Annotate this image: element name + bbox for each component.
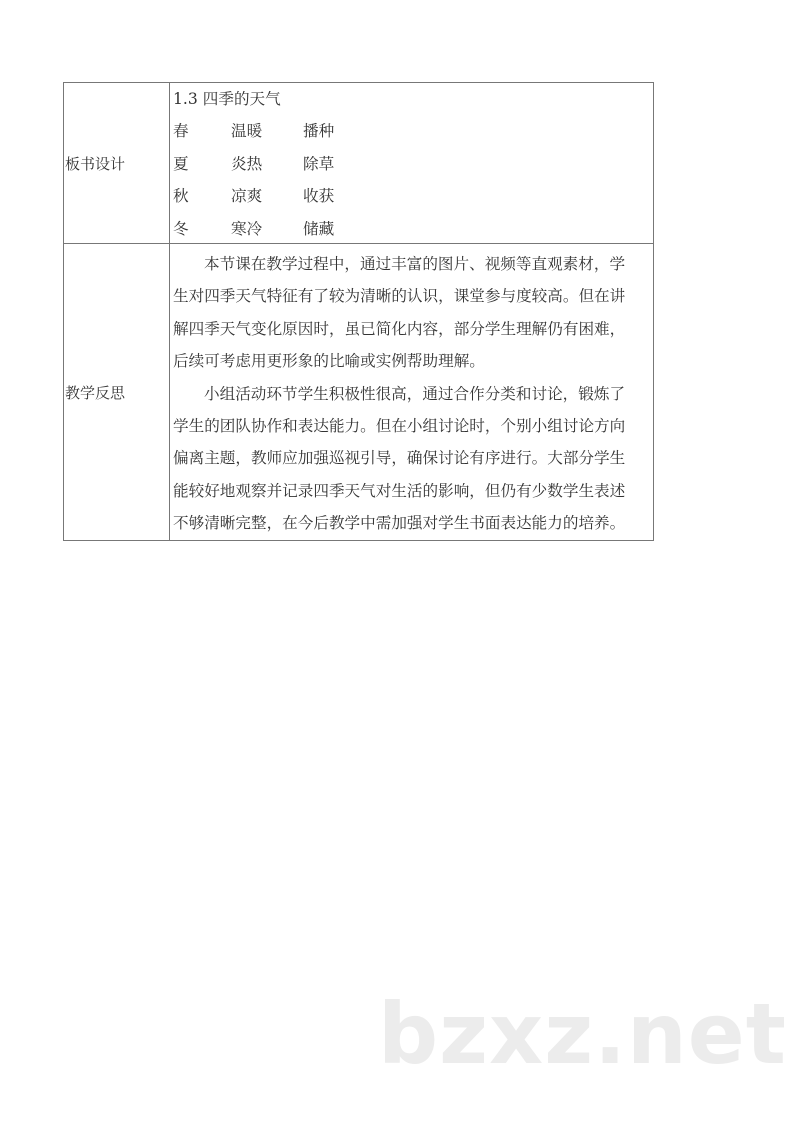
reflection-line: 小组活动环节学生积极性很高，通过合作分类和讨论，锻炼了 bbox=[204, 384, 626, 403]
activity: 除草 bbox=[303, 154, 335, 173]
weather: 凉爽 bbox=[231, 187, 263, 206]
reflection-line: 不够清晰完整，在今后教学中需加强对学生书面表达能力的培养。 bbox=[173, 514, 626, 533]
reflection-label: 教学反思 bbox=[64, 244, 170, 540]
watermark: bzxz.net bbox=[378, 985, 787, 1083]
season: 冬 bbox=[173, 219, 189, 238]
activity: 储藏 bbox=[303, 219, 335, 238]
activity: 收获 bbox=[303, 187, 335, 206]
reflection-line: 偏离主题，教师应加强巡视引导，确保讨论有序进行。大部分学生 bbox=[173, 449, 626, 468]
activity: 播种 bbox=[303, 122, 335, 141]
board-design-content bbox=[170, 83, 653, 243]
season: 春 bbox=[173, 122, 189, 141]
reflection-line: 本节课在教学过程中，通过丰富的图片、视频等直观素材，学 bbox=[204, 255, 626, 273]
board-design-label: 板书设计 bbox=[64, 83, 170, 243]
board-row bbox=[173, 148, 653, 180]
reflection-content bbox=[170, 244, 653, 540]
board-row bbox=[173, 180, 653, 212]
season: 秋 bbox=[173, 187, 189, 206]
weather: 炎热 bbox=[231, 154, 263, 173]
reflection-line: 解四季天气变化原因时，虽已简化内容，部分学生理解仍有困难， bbox=[173, 319, 626, 338]
board-title: 1.3 四季的天气 bbox=[173, 90, 281, 108]
board-design-row bbox=[64, 83, 653, 244]
reflection-line: 能较好地观察并记录四季天气对生活的影响，但仍有少数学生表述 bbox=[173, 481, 626, 500]
lesson-table bbox=[63, 82, 654, 541]
reflection-row bbox=[64, 244, 653, 540]
reflection-line: 学生的团队协作和表达能力。但在小组讨论时，个别小组讨论方向 bbox=[173, 416, 626, 435]
weather: 温暖 bbox=[231, 122, 263, 141]
board-row bbox=[173, 115, 653, 147]
weather: 寒冷 bbox=[231, 219, 263, 238]
season: 夏 bbox=[173, 154, 189, 173]
board-row bbox=[173, 213, 653, 245]
reflection-line: 后续可考虑用更形象的比喻或实例帮助理解。 bbox=[173, 352, 485, 371]
reflection-line: 生对四季天气特征有了较为清晰的认识，课堂参与度较高。但在讲 bbox=[173, 287, 626, 306]
